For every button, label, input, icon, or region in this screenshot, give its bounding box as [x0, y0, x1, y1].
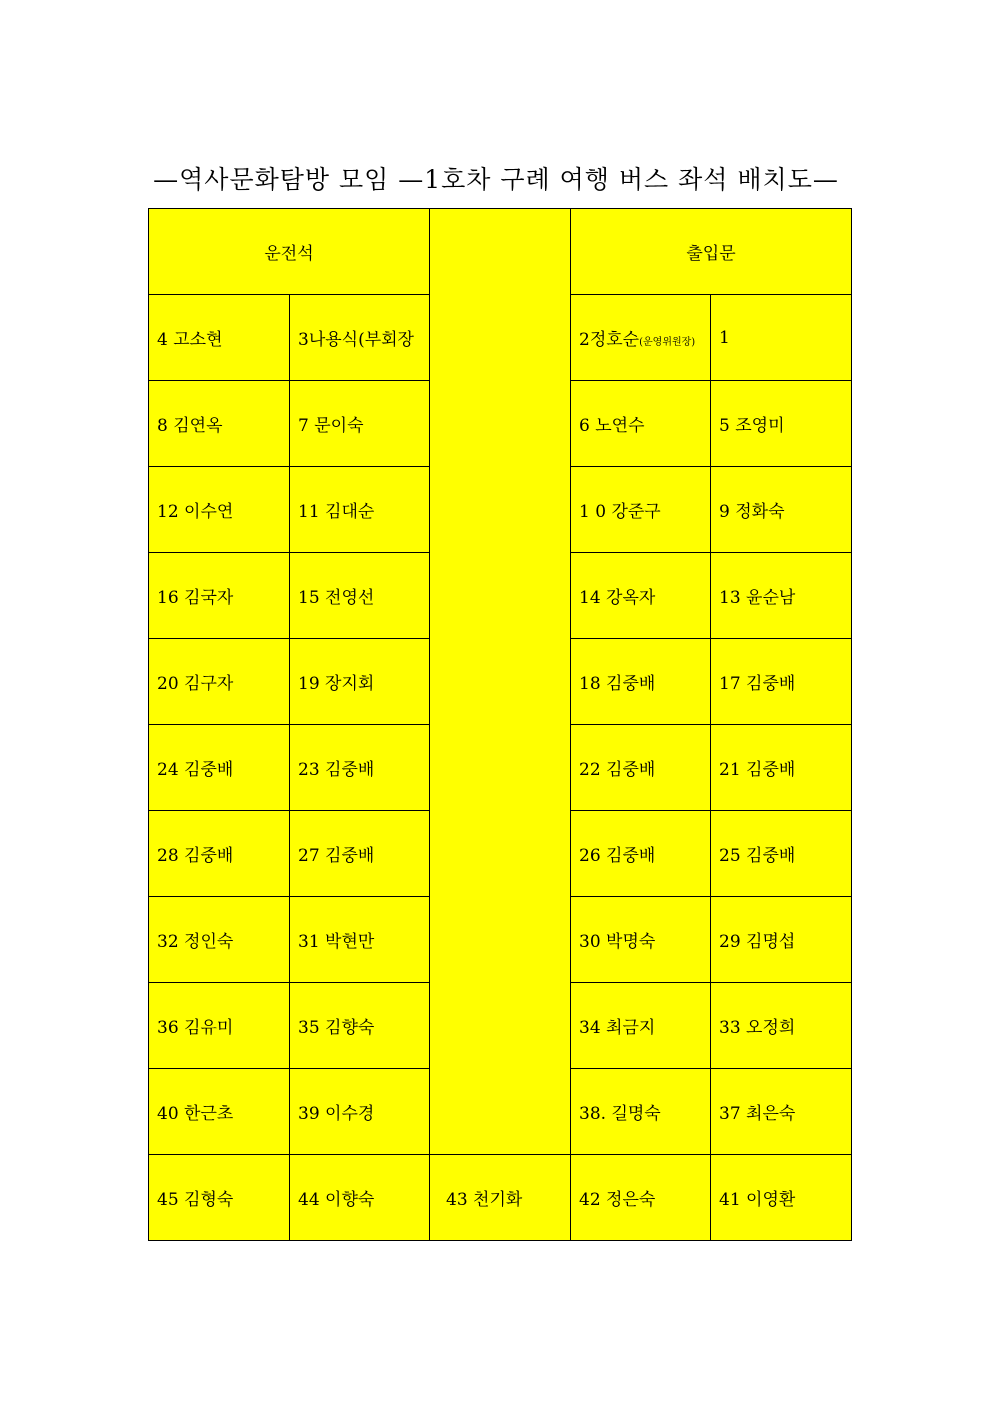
seat-3: 3나용식(부회장: [290, 295, 430, 381]
aisle: [430, 209, 571, 1155]
seat-left-aisle: 23 김중배: [290, 725, 430, 811]
entrance-label: 출입문: [571, 209, 852, 295]
seat-42: 42 정은숙: [571, 1155, 711, 1241]
seat-right-window: 29 김명섭: [711, 897, 852, 983]
seat-left-window: 40 한근초: [149, 1069, 290, 1155]
seat-2-role: (운영위원장): [639, 337, 696, 348]
seat-left-aisle: 11 김대순: [290, 467, 430, 553]
seat-left-aisle: 7 문이숙: [290, 381, 430, 467]
seat-right-window: 37 최은숙: [711, 1069, 852, 1155]
seat-left-window: 12 이수연: [149, 467, 290, 553]
seat-right-aisle: 26 김중배: [571, 811, 711, 897]
seat-left-window: 32 정인숙: [149, 897, 290, 983]
seat-left-window: 20 김구자: [149, 639, 290, 725]
seat-44: 44 이향숙: [290, 1155, 430, 1241]
header-row: [149, 209, 852, 295]
seat-right-aisle: 1 0 강준구: [571, 467, 711, 553]
seat-1: 1: [711, 295, 852, 381]
seat-left-aisle: 35 김향숙: [290, 983, 430, 1069]
seat-41: 41 이영환: [711, 1155, 852, 1241]
seat-right-window: 33 오정희: [711, 983, 852, 1069]
back-row: [149, 1155, 852, 1241]
seat-right-window: 9 정화숙: [711, 467, 852, 553]
seat-right-window: 21 김중배: [711, 725, 852, 811]
seat-right-aisle: 22 김중배: [571, 725, 711, 811]
seat-right-aisle: 14 강옥자: [571, 553, 711, 639]
seat-left-aisle: 39 이수경: [290, 1069, 430, 1155]
seat-right-aisle: 38. 길명숙: [571, 1069, 711, 1155]
seat-left-window: 8 김연옥: [149, 381, 290, 467]
seat-left-window: 16 김국자: [149, 553, 290, 639]
seat-right-window: 13 윤순남: [711, 553, 852, 639]
seat-left-window: 24 김중배: [149, 725, 290, 811]
seat-right-window: 17 김중배: [711, 639, 852, 725]
page-title: —역사문화탐방 모임 —1호차 구례 여행 버스 좌석 배치도—: [153, 165, 839, 194]
seat-left-aisle: 19 장지회: [290, 639, 430, 725]
seat-4: 4 고소현: [149, 295, 290, 381]
seat-right-aisle: 30 박명숙: [571, 897, 711, 983]
seat-right-aisle: 34 최금지: [571, 983, 711, 1069]
seat-layout-table: [148, 208, 852, 1241]
seat-left-aisle: 31 박현만: [290, 897, 430, 983]
seat-left-aisle: 15 전영선: [290, 553, 430, 639]
seat-2: [571, 295, 711, 381]
seat-45: 45 김형숙: [149, 1155, 290, 1241]
seat-left-window: 28 김중배: [149, 811, 290, 897]
seat-left-aisle: 27 김중배: [290, 811, 430, 897]
seat-right-aisle: 6 노연수: [571, 381, 711, 467]
driver-seat-label: 운전석: [149, 209, 430, 295]
seat-right-window: 5 조영미: [711, 381, 852, 467]
seat-right-window: 25 김중배: [711, 811, 852, 897]
seat-right-aisle: 18 김중배: [571, 639, 711, 725]
seat-left-window: 36 김유미: [149, 983, 290, 1069]
seat-2-name: 2정호순: [579, 330, 640, 350]
seat-43: 43 천기화: [430, 1155, 571, 1241]
